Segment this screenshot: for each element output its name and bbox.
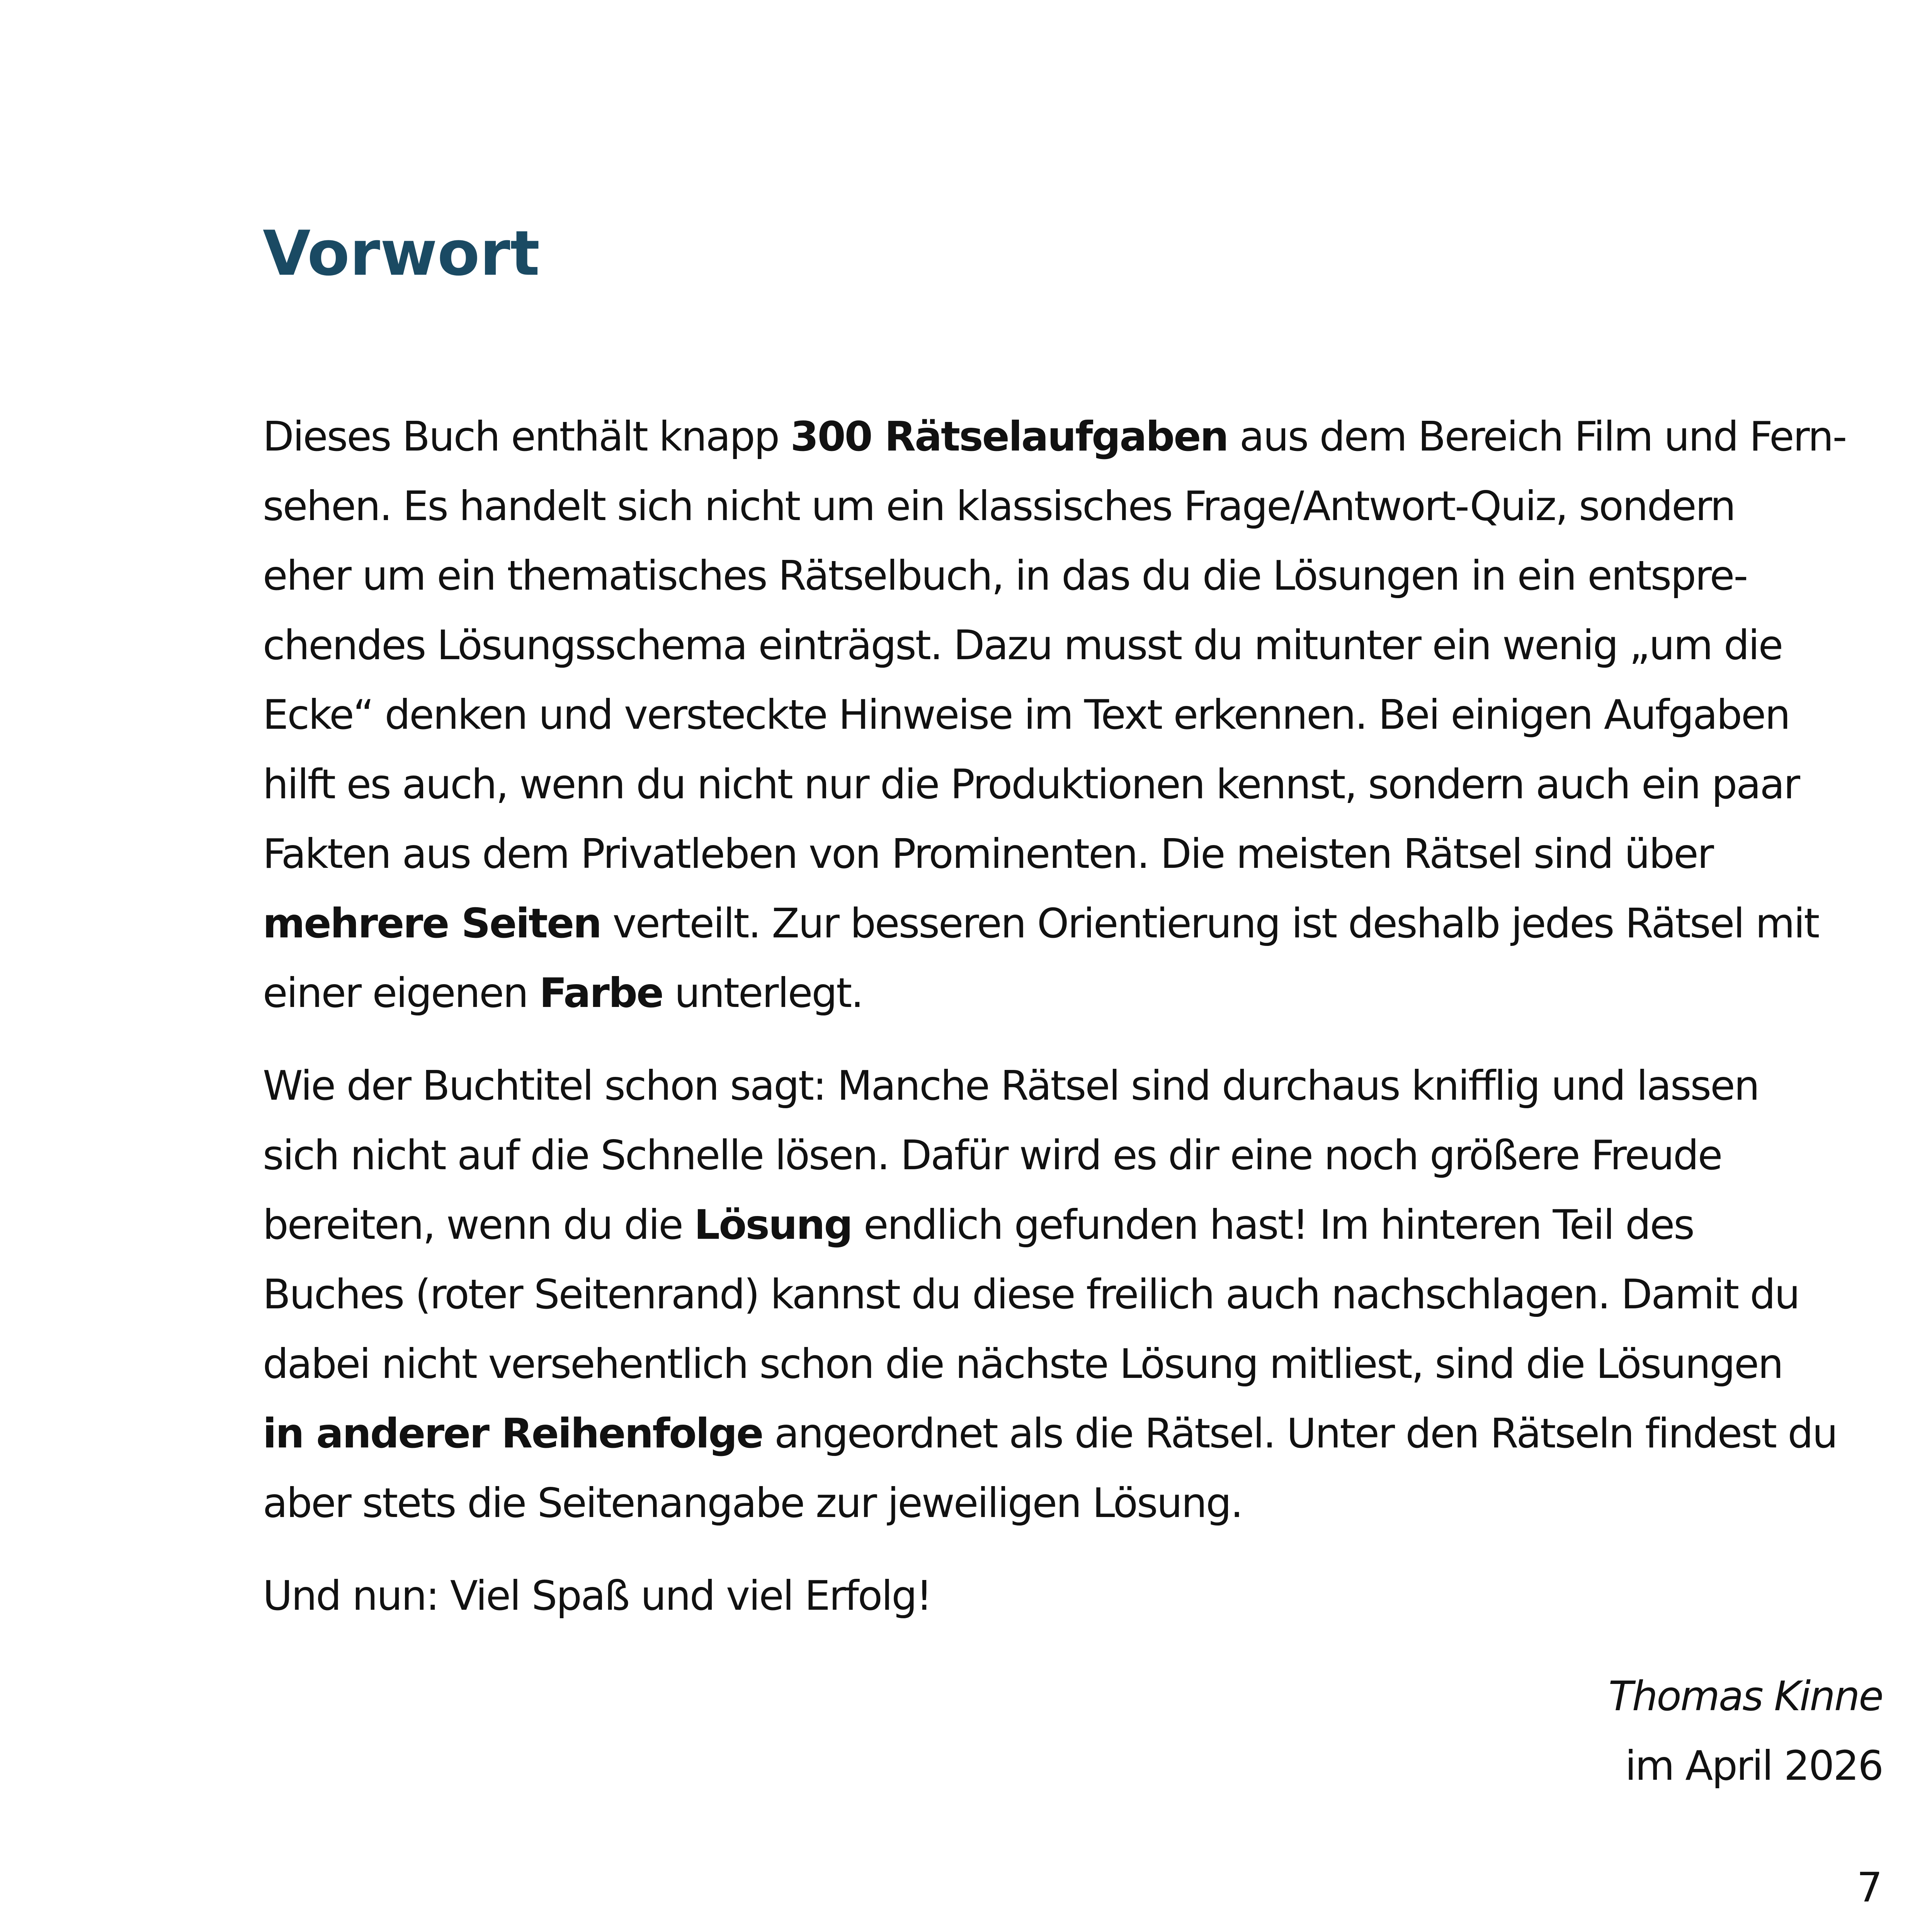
emphasized-text: mehrere Seiten <box>263 900 601 947</box>
author-name: Thomas Kinne <box>1608 1673 1883 1720</box>
text-line <box>263 958 1882 1028</box>
text-run: aber stets die Seitenangabe zur jeweiligen Lösung. <box>263 1480 1242 1527</box>
text-run: Und nun: Viel Spaß und viel Erfolg! <box>263 1572 932 1619</box>
paragraph <box>263 402 1882 1028</box>
text-run: einer eigenen <box>263 969 539 1017</box>
text-line <box>263 402 1882 471</box>
text-run: dabei nicht versehentlich schon die nächste Lösung mitliest, sind die Lösungen <box>263 1340 1783 1388</box>
text-line <box>263 1561 1882 1631</box>
text-line <box>263 1260 1882 1329</box>
text-line <box>263 1329 1882 1399</box>
emphasized-text: Lösung <box>694 1201 852 1248</box>
text-run: aus dem Bereich Film und Fern- <box>1228 413 1846 460</box>
text-line <box>263 680 1882 750</box>
text-line <box>263 889 1882 958</box>
text-line <box>263 471 1882 541</box>
paragraph <box>263 1561 1882 1631</box>
paragraph <box>263 1051 1882 1538</box>
text-run: chendes Lösungsschema einträgst. Dazu musst du mitunter ein wenig „um die <box>263 622 1782 669</box>
text-line <box>263 819 1882 889</box>
text-line <box>263 1051 1882 1121</box>
text-line <box>263 1399 1882 1468</box>
text-run: endlich gefunden hast! Im hinteren Teil des <box>852 1201 1694 1248</box>
text-run: unterlegt. <box>663 969 863 1017</box>
text-run: hilft es auch, wenn du nicht nur die Produktionen kennst, sondern auch ein paar <box>263 761 1799 808</box>
signature-block <box>1609 1662 1883 1801</box>
text-run: Dieses Buch enthält knapp <box>263 413 791 460</box>
text-run: verteilt. Zur besseren Orientierung ist deshalb jedes Rätsel mit <box>600 900 1819 947</box>
signature-date: im April 2026 <box>1625 1742 1883 1789</box>
emphasized-text: Farbe <box>539 969 663 1017</box>
text-line <box>263 750 1882 819</box>
text-run: sich nicht auf die Schnelle lösen. Dafür wird es dir eine noch größere Freude <box>263 1132 1722 1179</box>
page-number: 7 <box>1857 1864 1883 1911</box>
emphasized-text: in anderer Reihenfolge <box>263 1410 763 1457</box>
text-line <box>263 611 1882 680</box>
text-line <box>263 541 1882 611</box>
text-run: Fakten aus dem Privatleben von Prominenten. Die meisten Rätsel sind über <box>263 830 1713 878</box>
text-run: Ecke“ denken und versteckte Hinweise im Text erkennen. Bei einigen Aufgaben <box>263 691 1790 738</box>
text-run: angeordnet als die Rätsel. Unter den Rätseln findest du <box>762 1410 1837 1457</box>
text-run: Buches (roter Seitenrand) kannst du diese freilich auch nachschlagen. Damit du <box>263 1271 1799 1318</box>
text-run: eher um ein thematisches Rätselbuch, in das du die Lösungen in ein entspre- <box>263 552 1747 599</box>
preface-body <box>263 402 1882 1654</box>
page-title: Vorwort <box>263 217 540 289</box>
emphasized-text: 300 Rätselaufgaben <box>790 413 1228 460</box>
text-run: bereiten, wenn du die <box>263 1201 694 1248</box>
text-run: Wie der Buchtitel schon sagt: Manche Rätsel sind durchaus knifflig und lassen <box>263 1062 1759 1109</box>
text-run: sehen. Es handelt sich nicht um ein klassisches Frage/Antwort-Quiz, sondern <box>263 483 1735 530</box>
text-line <box>263 1468 1882 1538</box>
text-line <box>263 1121 1882 1190</box>
text-line <box>263 1190 1882 1260</box>
